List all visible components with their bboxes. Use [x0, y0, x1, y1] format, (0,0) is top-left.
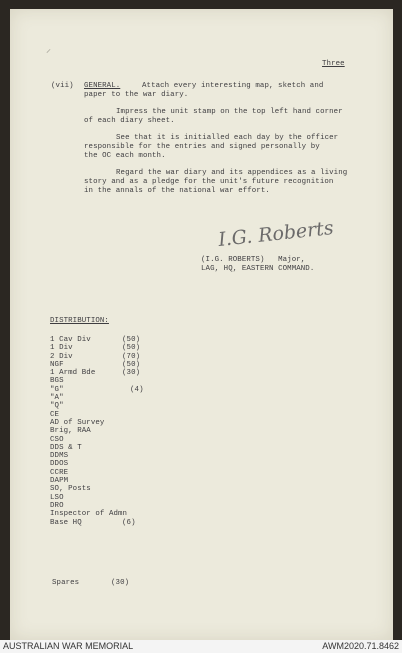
distribution-recipient: Brig, RAA — [50, 427, 91, 436]
distribution-recipient: AD of Survey — [50, 418, 105, 427]
distribution-quantity: (30) — [122, 369, 141, 378]
distribution-row — [50, 485, 210, 493]
paragraph-3-line-1: See that it is initialled each day by the officer — [116, 134, 339, 142]
distribution-recipient: 1 Armd Bde — [50, 369, 96, 378]
spares-label: Spares — [52, 579, 80, 587]
section-heading: GENERAL. — [84, 82, 121, 90]
distribution-recipient: BGS — [50, 377, 64, 386]
distribution-quantity: (50) — [122, 360, 141, 369]
paragraph-1-line-2: paper to the war diary. — [84, 91, 189, 99]
distribution-list — [50, 336, 210, 527]
distribution-row — [50, 452, 210, 460]
distribution-recipient: 1 Cav Div — [50, 336, 91, 344]
paragraph-4-line-1: Regard the war diary and its appendices as a living — [116, 169, 348, 177]
distribution-row — [50, 386, 210, 394]
paragraph-3-line-3: the OC each month. — [84, 152, 166, 160]
distribution-recipient: DRO — [50, 501, 64, 510]
distribution-quantity: (6) — [122, 518, 136, 527]
distribution-row — [50, 344, 210, 352]
distribution-heading: DISTRIBUTION: — [50, 317, 109, 325]
distribution-row — [50, 336, 210, 344]
footer-institution: AUSTRALIAN WAR MEMORIAL — [3, 641, 134, 651]
distribution-row — [50, 444, 210, 452]
distribution-quantity: (4) — [130, 385, 144, 394]
footer-accession-number: AWM2020.71.8462 — [322, 641, 399, 651]
distribution-row — [50, 402, 210, 410]
distribution-recipient: 2 Div — [50, 352, 73, 361]
page-label: Three — [322, 60, 345, 68]
distribution-row — [50, 353, 210, 361]
distribution-row — [50, 411, 210, 419]
distribution-row — [50, 502, 210, 510]
distribution-row — [50, 377, 210, 385]
handwritten-signature: I.G. Roberts — [217, 217, 335, 251]
pencil-mark: ⸝ — [46, 45, 51, 56]
distribution-row — [50, 519, 210, 527]
archive-footer — [0, 640, 402, 653]
paragraph-2-line-2: of each diary sheet. — [84, 117, 175, 125]
distribution-recipient: LSO — [50, 493, 64, 502]
distribution-row — [50, 469, 210, 477]
distribution-recipient: "Q" — [50, 402, 64, 411]
distribution-recipient: NGF — [50, 360, 64, 369]
distribution-recipient: CCRE — [50, 468, 69, 477]
spares-qty: (30) — [111, 579, 130, 587]
distribution-recipient: "A" — [50, 394, 64, 403]
distribution-row — [50, 394, 210, 402]
paragraph-2-line-1: Impress the unit stamp on the top left hand corner — [116, 108, 343, 116]
distribution-recipient: CE — [50, 410, 60, 419]
distribution-quantity: (70) — [122, 352, 141, 361]
distribution-recipient: DAPM — [50, 477, 69, 486]
paragraph-4-line-2: story and as a pledge for the unit's future recognition — [84, 178, 334, 186]
distribution-row — [50, 361, 210, 369]
section-number: (vii) — [51, 82, 74, 90]
distribution-recipient: CSO — [50, 435, 64, 444]
distribution-recipient: 1 Div — [50, 344, 73, 353]
distribution-row — [50, 427, 210, 435]
distribution-quantity: (50) — [122, 336, 141, 344]
distribution-recipient: DDS & T — [50, 443, 82, 452]
distribution-recipient: DDOS — [50, 460, 69, 469]
distribution-recipient: DDMS — [50, 452, 69, 461]
distribution-row — [50, 460, 210, 468]
distribution-row — [50, 419, 210, 427]
distribution-row — [50, 436, 210, 444]
distribution-row — [50, 477, 210, 485]
paragraph-1-line-1: Attach every interesting map, sketch and — [142, 82, 324, 90]
signer-name: (I.G. ROBERTS) Major, — [201, 256, 306, 264]
distribution-recipient: Base HQ — [50, 518, 82, 527]
distribution-recipient: SO, Posts — [50, 485, 91, 494]
paragraph-3-line-2: responsible for the entries and signed personally by — [84, 143, 320, 151]
paragraph-4-line-3: in the annals of the national war effort. — [84, 187, 270, 195]
distribution-row — [50, 494, 210, 502]
distribution-recipient: "G" — [50, 385, 64, 394]
document-page — [10, 9, 393, 640]
distribution-row — [50, 510, 210, 518]
distribution-recipient: Inspector of Admn — [50, 510, 128, 519]
signer-appointment: LAG, HQ, EASTERN COMMAND. — [201, 265, 315, 273]
distribution-quantity: (50) — [122, 344, 141, 353]
distribution-row — [50, 369, 210, 377]
